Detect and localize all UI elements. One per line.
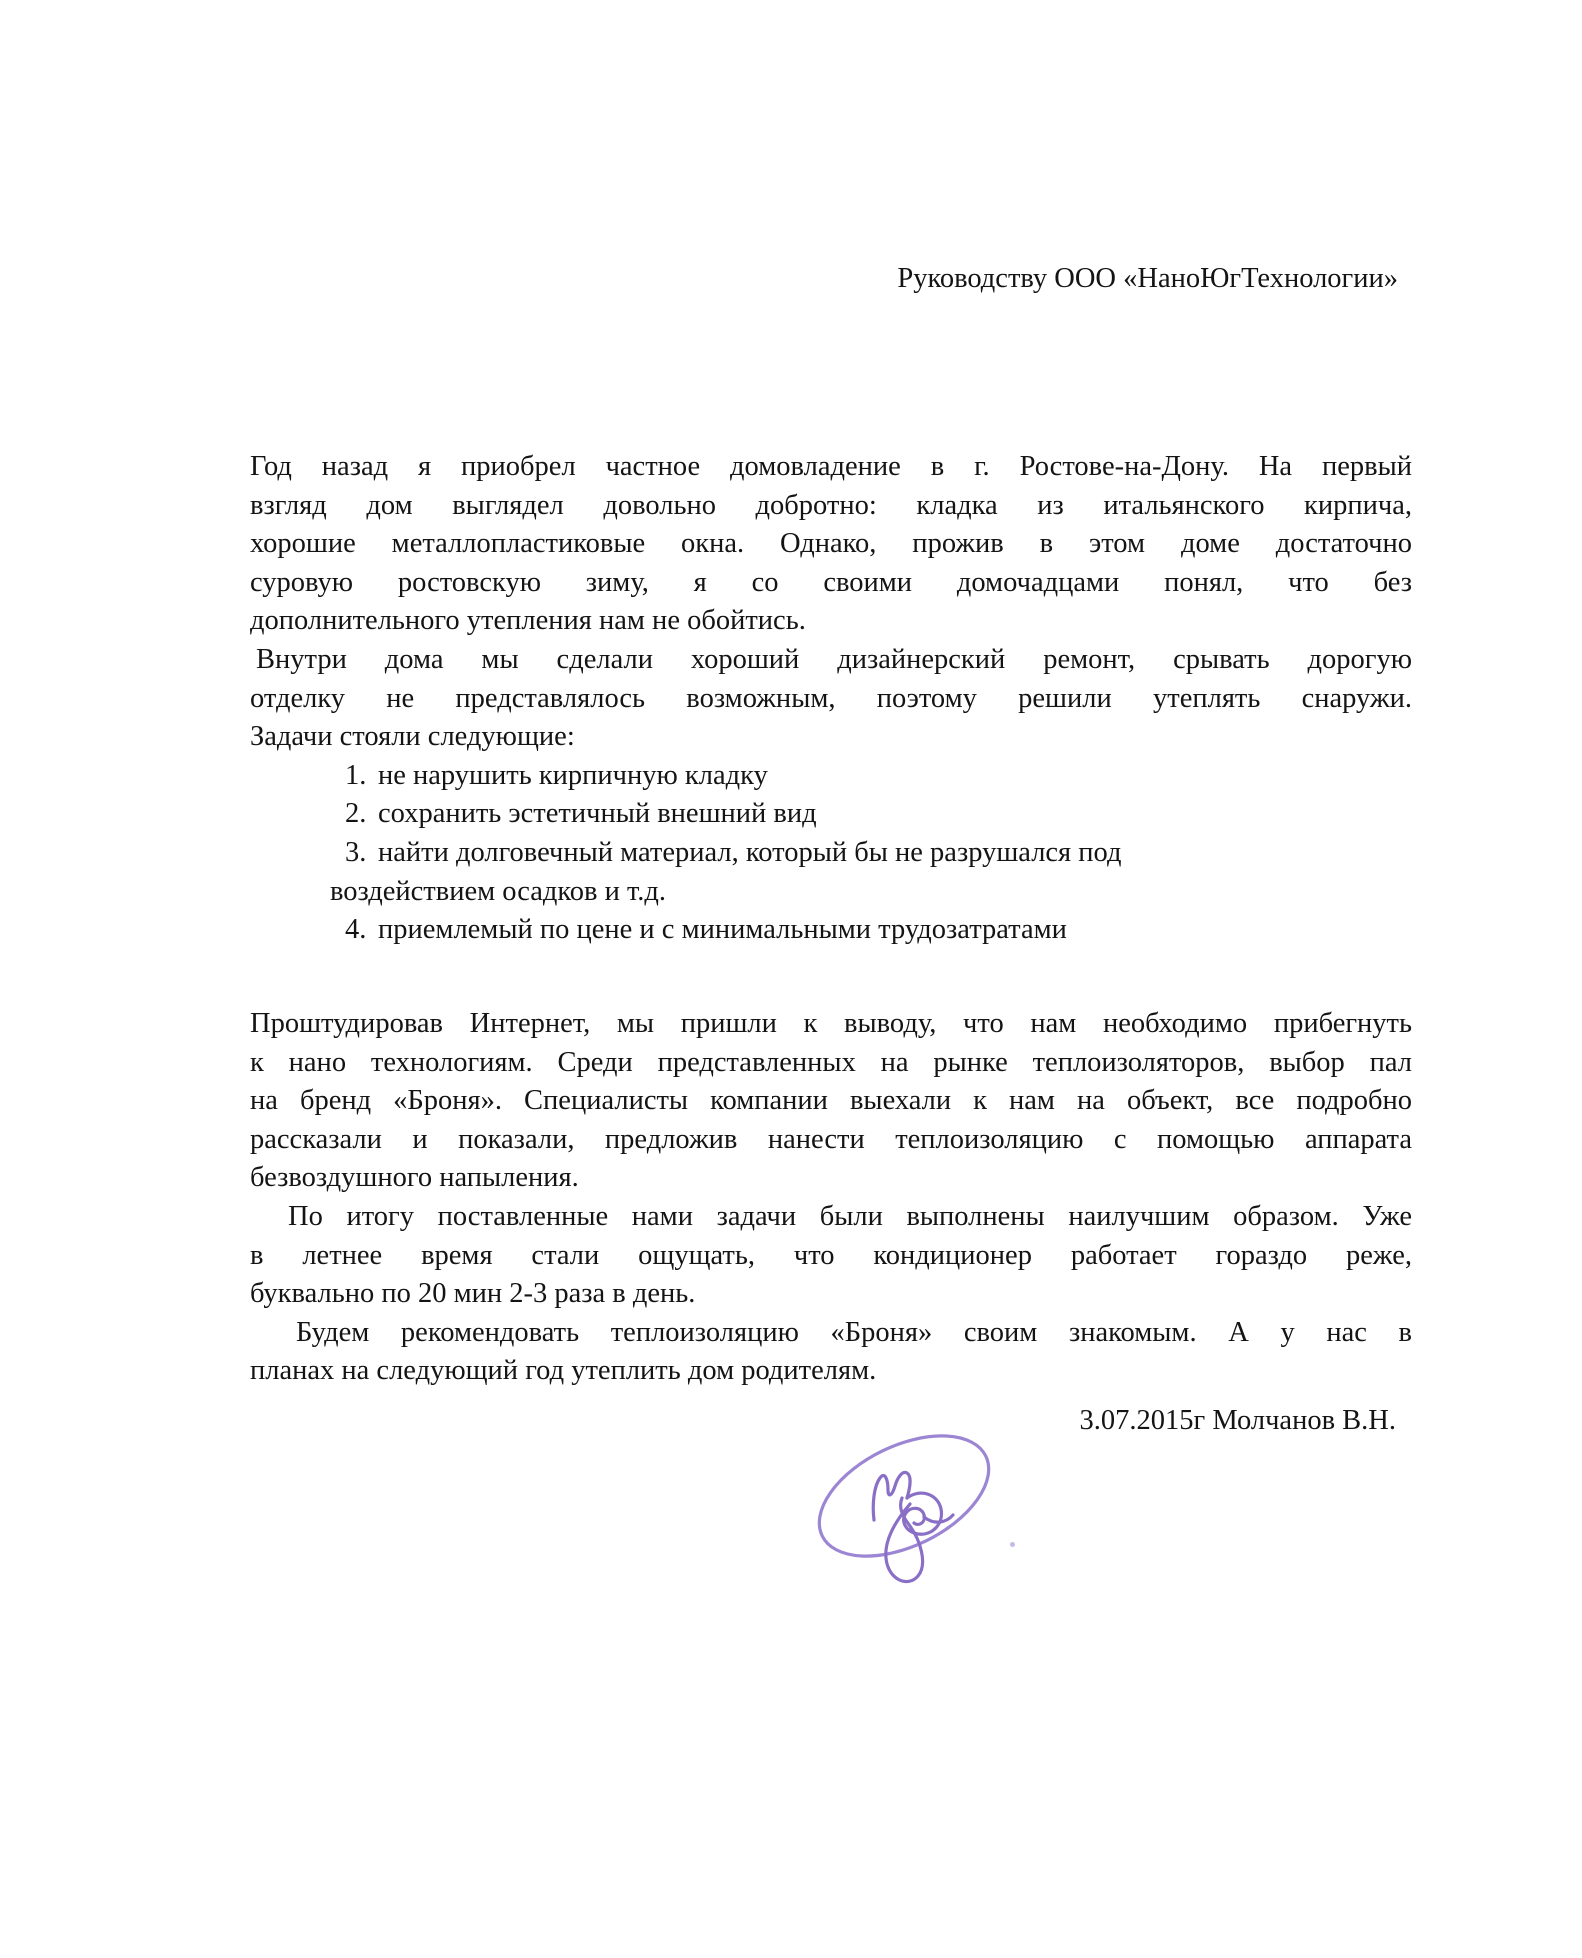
- item-number: 3.: [345, 836, 367, 868]
- paragraph-2: [250, 641, 1412, 757]
- body-line: Год назад я приобрел частное домовладение в г. Ростове-на-Дону. На первый: [250, 451, 1412, 482]
- body-line: хорошие металлопластиковые окна. Однако, прожив в этом доме достаточно: [250, 528, 1412, 560]
- numbered-list-item: [250, 834, 1412, 873]
- body-line: Задачи стояли следующие:: [250, 721, 575, 753]
- body-line: к нано технологиям. Среди представленных на рынке теплоизоляторов, выбор пал: [250, 1046, 1412, 1078]
- item-text: сохранить эстетичный внешний вид: [378, 798, 817, 830]
- body-line: отделку не представлялось возможным, поэтому решили утеплять снаружи.: [250, 682, 1412, 714]
- numbered-list-item: [250, 795, 1412, 834]
- numbered-list-item: [250, 757, 1412, 796]
- item-number: 4.: [345, 914, 367, 946]
- body-line: в летнее время стали ощущать, что кондиционер работает гораздо реже,: [250, 1239, 1412, 1271]
- item-number: 2.: [345, 798, 367, 830]
- body-line: буквально по 20 мин 2-3 раза в день.: [250, 1278, 696, 1310]
- item-text: найти долговечный материал, который бы не разрушался под: [378, 836, 1122, 868]
- item-number: 1.: [345, 759, 367, 791]
- numbered-list: [250, 757, 1412, 950]
- body-line: дополнительного утепления нам не обойтись.: [250, 605, 806, 637]
- item-text: приемлемый по цене и с минимальными трудозатратами: [378, 914, 1067, 946]
- letter-body-top: [250, 448, 1412, 950]
- handwritten-signature: [800, 1420, 1005, 1595]
- paragraph-5: [250, 1314, 1412, 1391]
- body-line: взгляд дом выглядел довольно добротно: кладка из итальянского кирпича,: [250, 489, 1412, 521]
- paragraph-1: [250, 448, 1412, 641]
- numbered-list-item: [250, 911, 1412, 950]
- paragraph-3: [250, 1005, 1412, 1198]
- letter-body-bottom: [250, 1005, 1412, 1391]
- numbered-list-item-continuation: воздействием осадков и т.д.: [330, 875, 667, 907]
- ink-dot: [1010, 1542, 1015, 1547]
- paragraph-4: [250, 1198, 1412, 1314]
- body-line: планах на следующий год утеплить дом родителям.: [250, 1355, 877, 1387]
- recipient-line: Руководству ООО «НаноЮгТехнологии»: [897, 263, 1398, 294]
- body-line: По итогу поставленные нами задачи были выполнены наилучшим образом. Уже: [288, 1200, 1412, 1232]
- body-line: Внутри дома мы сделали хороший дизайнерский ремонт, срывать дорогую: [256, 643, 1412, 675]
- body-line: Проштудировав Интернет, мы пришли к выводу, что нам необходимо прибегнуть: [250, 1008, 1412, 1039]
- body-line: Будем рекомендовать теплоизоляцию «Броня» своим знакомым. А у нас в: [296, 1316, 1412, 1348]
- date-and-author-line: 3.07.2015г Молчанов В.Н.: [1079, 1405, 1396, 1436]
- body-line: на бренд «Броня». Специалисты компании выехали к нам на объект, все подробно: [250, 1085, 1412, 1117]
- body-line: рассказали и показали, предложив нанести теплоизоляцию с помощью аппарата: [250, 1123, 1412, 1155]
- signature-ink-icon: [800, 1420, 1005, 1595]
- body-line: безвоздушного напыления.: [250, 1162, 579, 1194]
- body-line: суровую ростовскую зиму, я со своими домочадцами понял, что без: [250, 566, 1412, 598]
- item-text: не нарушить кирпичную кладку: [378, 759, 768, 791]
